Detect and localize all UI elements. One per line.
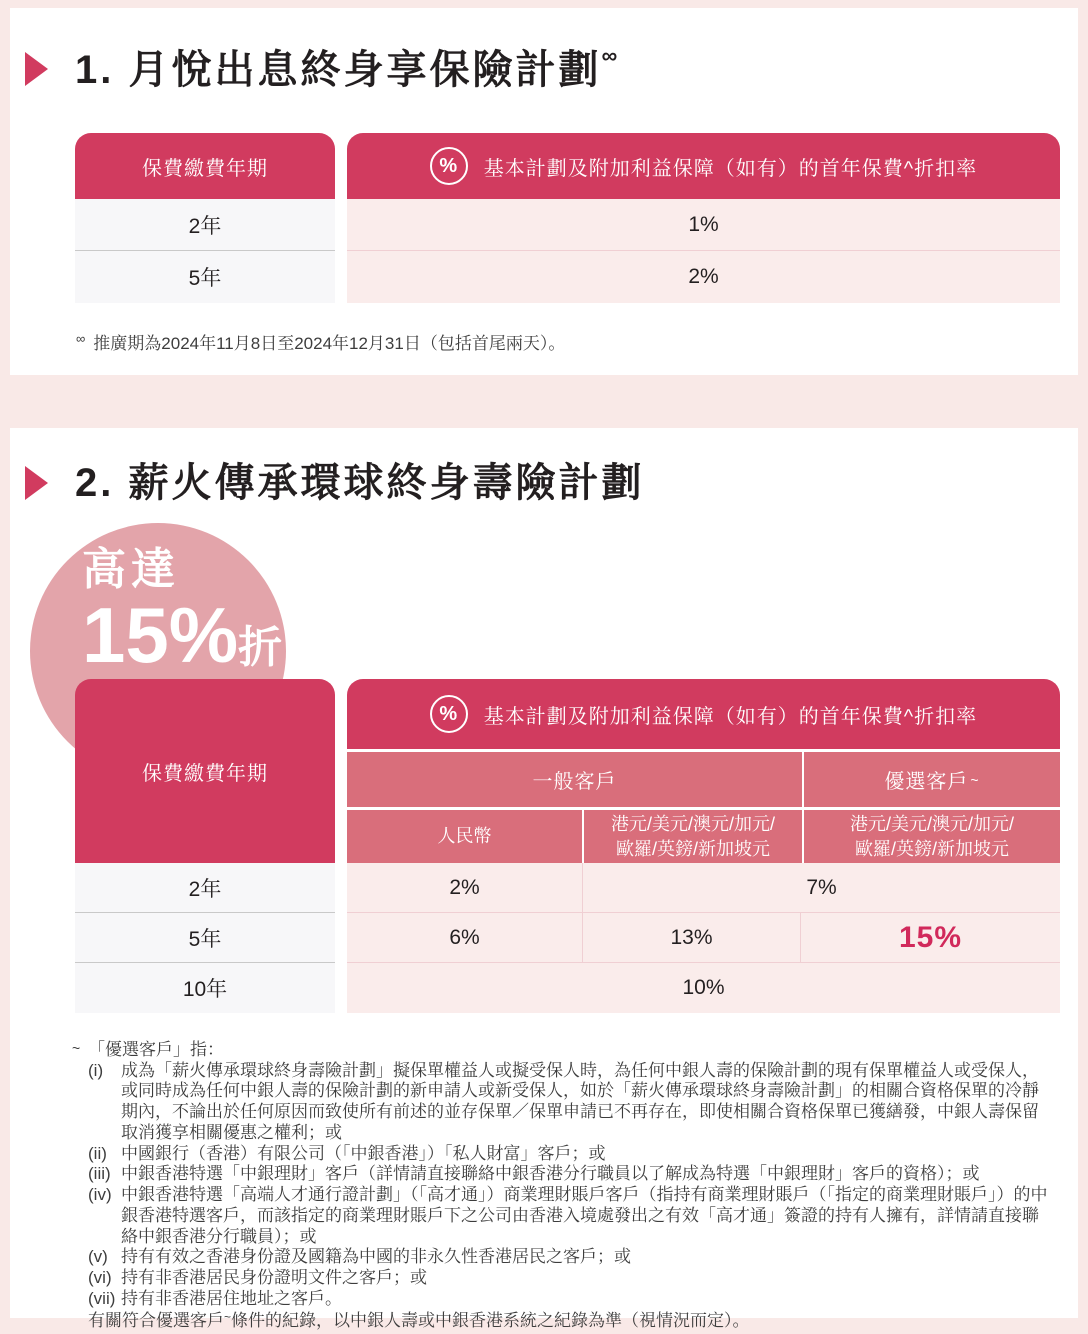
footnote-item-label: (iv) <box>88 1185 112 1205</box>
discount-main-header <box>347 679 1060 749</box>
section2-table-discount-columns <box>347 679 1060 1013</box>
discount-main-header-label: 基本計劃及附加利益保障（如有）的首年保費^折扣率 <box>483 705 978 728</box>
table-row-5yr <box>347 913 1060 963</box>
footnote-text: 推廣期為2024年11月8日至2024年12月31日（包括首尾兩天）。 <box>93 334 566 353</box>
section2-title: 2. 薪火傳承環球終身壽險計劃 <box>75 461 645 505</box>
footnote-item <box>88 1185 1048 1247</box>
term-column-header <box>75 679 335 863</box>
footnote-item-text: 成為「薪火傳承環球終身壽險計劃」擬保單權益人或擬受保人時，為任何中銀人壽的保險計劃的現有保單權益人或受保人，或同時成為任何中銀人壽的保險計劃的新申請人或新受保人，如於「薪火傳承環球終身壽險計劃」的相關合資格保單的冷靜期內，不論出於任何原因而致使所有前述的並存保單／保單申請已不再存在，即使相關合資格保單已獲繕發，中銀人壽保留取消獲享相關優惠之權利；或 <box>121 1060 1039 1142</box>
table-cell-discount: 2% <box>347 251 1060 303</box>
section1-title-row <box>10 8 1078 95</box>
table-cell-term: 10年 <box>75 963 335 1013</box>
footnote-item-label: (v) <box>88 1247 108 1267</box>
footnote-item <box>88 1061 1048 1144</box>
footnote-item <box>88 1289 1048 1310</box>
table-row-10yr <box>347 963 1060 1013</box>
footnote-heading-row <box>72 1040 1048 1061</box>
footnote-item-text: 中銀香港特選「高端人才通行證計劃」（「高才通」）商業理財賬戶客戶（指持有商業理財賬戶（「指定的商業理財賬戶」）的中銀香港特選客戶，而該指定的商業理財賬戶下之公司由香港入境處發出之有效「高才通」簽證的持有人擁有，詳情請直接聯絡中銀香港分行職員）；或 <box>121 1185 1048 1246</box>
section2-footnotes <box>72 1040 1048 1331</box>
percent-circle-icon: % <box>430 695 468 733</box>
currency-rmb-header <box>347 810 582 863</box>
cell-10yr-all: 10% <box>347 963 1060 1013</box>
footnote-item-label: (vi) <box>88 1268 112 1288</box>
currency-foreign-general-header <box>584 810 802 863</box>
section1-table-discount-column <box>347 133 1060 303</box>
badge-value: 15% <box>82 591 239 679</box>
table-cell-discount: 1% <box>347 199 1060 251</box>
cell-2yr-foreign-all: 7% <box>582 863 1060 913</box>
footnote-item-label: (i) <box>88 1060 104 1080</box>
discount-column-header <box>347 133 1060 199</box>
section1-table-term-column <box>75 133 335 303</box>
footnote-marker: ~ <box>72 1040 81 1056</box>
footnote-item-label: (iii) <box>88 1164 111 1184</box>
group-preferred-header <box>804 752 1060 807</box>
currency-foreign-line2: 歐羅/英鎊/新加坡元 <box>615 838 770 859</box>
footnote-item-text: 持有有效之香港身份證及國籍為中國的非永久性香港居民之客戶；或 <box>121 1247 631 1267</box>
badge-prefix: 高達 <box>82 545 180 594</box>
section-bullet-icon <box>25 466 48 500</box>
footnote-item <box>88 1164 1048 1185</box>
footnote-closing-post: 條件的紀錄，以中銀人壽或中銀香港系統之紀錄為準（視情況而定）。 <box>231 1310 750 1330</box>
customer-group-header-row <box>347 752 1060 807</box>
table-cell-term: 2年 <box>75 863 335 913</box>
currency-foreign-line2: 歐羅/英鎊/新加坡元 <box>854 838 1009 859</box>
section2-card <box>10 428 1078 1330</box>
footnote-item <box>88 1144 1048 1165</box>
footnote-closing-pre: 有關符合優選客戶 <box>88 1310 224 1330</box>
currency-rmb-label: 人民幣 <box>437 826 492 847</box>
cell-5yr-rmb: 6% <box>347 913 582 963</box>
cell-5yr-foreign-general: 13% <box>582 913 800 963</box>
footnote-item-text: 中銀香港特選「中銀理財」客戶（詳情請直接聯絡中銀香港分行職員以了解成為特選「中銀理財」客戶的資格）；或 <box>121 1164 980 1184</box>
footnote-item <box>88 1268 1048 1289</box>
footnote-item <box>88 1247 1048 1268</box>
footnote-marker: ∞ <box>76 331 86 346</box>
group-preferred-sup: ~ <box>970 771 980 788</box>
group-general-header <box>347 752 802 807</box>
footnote-items <box>88 1061 1048 1310</box>
section1-title-sup: ∞ <box>601 43 618 68</box>
section2-table-term-column <box>75 679 335 1013</box>
section-bullet-icon <box>25 52 48 86</box>
currency-foreign-line1: 港元/美元/澳元/加元/ <box>610 814 775 835</box>
cell-5yr-preferred-highlight: 15% <box>800 913 1060 963</box>
section1-footnote <box>76 329 1060 354</box>
footnote-heading: 「優選客戶」指： <box>88 1040 224 1059</box>
section1-title-text: 1. 月悅出息終身享保險計劃 <box>75 48 602 92</box>
section1-table <box>75 133 1060 303</box>
section2-table <box>75 679 1060 1013</box>
group-preferred-label: 優選客戶 <box>884 771 969 793</box>
currency-foreign-preferred-header <box>804 810 1060 863</box>
currency-header-row <box>347 810 1060 863</box>
table-cell-term: 5年 <box>75 251 335 303</box>
section1-card <box>10 8 1078 375</box>
footnote-item-text: 持有非香港居民身份證明文件之客戶；或 <box>121 1268 427 1288</box>
footnote-item-label: (vii) <box>88 1288 116 1308</box>
badge-suffix: 折扣 <box>238 623 333 672</box>
table-cell-term: 2年 <box>75 199 335 251</box>
term-column-header-label: 保費繳費年期 <box>142 762 268 785</box>
section2-title-row <box>10 428 1078 508</box>
term-column-header-label: 保費繳費年期 <box>142 157 268 180</box>
section1-title <box>75 42 617 95</box>
discount-badge <box>82 545 333 679</box>
footnote-closing-sup: ~ <box>224 1309 232 1324</box>
table-row-2yr <box>347 863 1060 913</box>
group-general-label: 一般客戶 <box>532 771 617 793</box>
badge-value-row <box>82 591 333 679</box>
percent-circle-icon: % <box>430 147 468 185</box>
discount-column-header-label: 基本計劃及附加利益保障（如有）的首年保費^折扣率 <box>483 157 978 180</box>
currency-foreign-line1: 港元/美元/澳元/加元/ <box>849 814 1014 835</box>
footnote-item-label: (ii) <box>88 1143 107 1163</box>
footnote-item-text: 中國銀行（香港）有限公司（「中銀香港」）「私人財富」客戶；或 <box>121 1143 606 1163</box>
cell-2yr-rmb: 2% <box>347 863 582 913</box>
footnote-closing <box>88 1310 1048 1332</box>
table-cell-term: 5年 <box>75 913 335 963</box>
term-column-header <box>75 133 335 199</box>
footnote-item-text: 持有非香港居住地址之客戶。 <box>121 1288 342 1308</box>
